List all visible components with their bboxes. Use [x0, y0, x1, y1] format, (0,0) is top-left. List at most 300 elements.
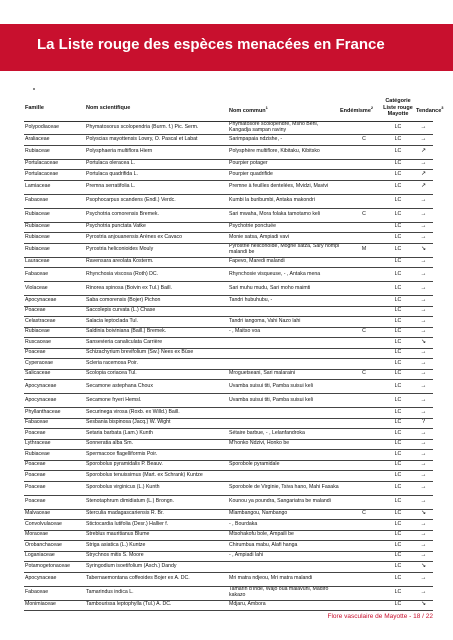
family-cell: Fabaceae [25, 197, 49, 204]
category-cell: LC [394, 183, 402, 190]
endemism-cell [342, 349, 386, 359]
table-row [24, 317, 433, 328]
family-cell: Poaceae [25, 429, 46, 436]
family-cell: Potamogetonaceae [25, 562, 70, 569]
table-row [24, 121, 433, 135]
family-cell: Fabaceae [25, 270, 49, 277]
trend-cell: → [420, 160, 427, 167]
scientific-name-cell: Psophocarpus scandens (Endl.) Verdc. [86, 197, 176, 204]
trend-cell: ↘ [420, 510, 427, 517]
table-row [24, 471, 433, 482]
common-name-cell [229, 471, 341, 481]
table-row [24, 562, 433, 573]
scientific-name-cell: Psychotria comorensis Bremek. [86, 211, 159, 218]
scientific-name-cell: Setaria barbata (Lam.) Kunth [86, 429, 153, 436]
family-cell: Ruscaceae [25, 338, 51, 345]
common-name-cell: Polysphère multiflore, Kibitaku, Kibitsko [229, 148, 320, 155]
category-cell: LC [394, 135, 402, 142]
category-cell: LC [394, 396, 402, 403]
table-row [24, 244, 433, 258]
common-name-cell: Uvamba suisui titi, Pamba suisui keli [229, 396, 313, 403]
category-cell: LC [394, 589, 402, 596]
category-cell: LC [394, 440, 402, 447]
endemism-cell: C [362, 328, 366, 335]
table-row [24, 146, 433, 160]
family-cell: Orobanchaceae [25, 541, 62, 548]
category-cell: LC [394, 258, 402, 265]
page-title: La Liste rouge des espèces menacées en France [37, 36, 385, 53]
category-cell: LC [394, 349, 402, 356]
scientific-name-cell: Sporobolus tenuissimus (Mart. ex Schrank) Kuntze [86, 471, 203, 478]
family-cell: Poaceae [25, 484, 46, 491]
scientific-name-cell: Tamarindus indica L. [86, 589, 134, 596]
scientific-name-cell: Salacia leptoclada Tul. [86, 317, 138, 324]
table-row [24, 531, 433, 542]
table-row [24, 135, 433, 146]
trend-cell: → [420, 520, 427, 527]
endemism-cell [342, 233, 386, 243]
endemism-cell [342, 440, 386, 450]
endemism-cell [342, 531, 386, 541]
table-row [24, 496, 433, 510]
family-cell: Apocynaceae [25, 382, 57, 389]
category-cell: LC [394, 484, 402, 491]
endemism-cell [342, 223, 386, 233]
family-cell: Lythraceae [25, 440, 51, 447]
endemism-cell [342, 520, 386, 530]
family-cell: Monimiaceae [25, 601, 56, 608]
scientific-name-cell: Sesbania bispinosa (Jacq.) W. Wight [86, 419, 171, 426]
header-famille: Famille [25, 105, 44, 111]
family-cell: Fabaceae [25, 589, 49, 596]
scientific-name-cell: Streblus mauritianus Blume [86, 531, 150, 538]
scientific-name-cell: Securinega virosa (Roxb. ex Willd.) Baill. [86, 408, 180, 415]
endemism-cell [342, 429, 386, 439]
category-cell: LC [394, 531, 402, 538]
common-name-cell: M'honko Ndzivi, Honko be [229, 440, 290, 447]
trend-cell: → [420, 461, 427, 468]
category-cell: LC [394, 284, 402, 291]
category-cell: LC [394, 338, 402, 345]
trend-cell: → [420, 471, 427, 478]
category-cell: LC [394, 148, 402, 155]
category-cell: LC [394, 270, 402, 277]
common-name-cell [229, 419, 341, 429]
endemism-cell [342, 601, 386, 611]
category-cell: LC [394, 520, 402, 527]
scientific-name-cell: Striga asiatica (L.) Kuntze [86, 541, 146, 548]
scientific-name-cell: Sporobolus virginicus (L.) Kunth [86, 484, 160, 491]
trend-cell: → [420, 440, 427, 447]
endemism-cell [342, 394, 386, 407]
scientific-name-cell: Saba comorensis (Bojer) Pichon [86, 296, 161, 303]
category-cell: LC [394, 601, 402, 608]
trend-cell: → [420, 317, 427, 324]
trend-cell: → [420, 349, 427, 356]
common-name-cell: Uvamba suisui titi, Pamba suisui keli [229, 382, 313, 389]
category-cell: LC [394, 233, 402, 240]
table-row [24, 510, 433, 521]
family-cell: Moraceae [25, 531, 49, 538]
category-cell: LC [394, 160, 402, 167]
family-cell: Rubiaceae [25, 246, 50, 253]
table-row [24, 482, 433, 496]
scientific-name-cell: Saldinia boiviniana (Baill.) Bremek. [86, 328, 167, 335]
scientific-name-cell: Scleria racemosa Poir. [86, 359, 138, 366]
header-tendance: Tendance$^3$ [416, 105, 444, 114]
family-cell: Poaceae [25, 461, 46, 468]
category-cell: LC [394, 408, 402, 415]
category-cell: LC [394, 461, 402, 468]
category-cell: LC [394, 296, 402, 303]
family-cell: Rubiaceae [25, 211, 50, 218]
trend-cell: ↘ [420, 338, 427, 345]
category-cell: LC [394, 246, 402, 253]
family-cell: Convolvulaceae [25, 520, 62, 527]
table-row [24, 209, 433, 223]
family-cell: Rubiaceae [25, 328, 50, 335]
endemism-cell [342, 258, 386, 268]
endemism-cell [342, 380, 386, 393]
endemism-cell: C [362, 510, 366, 517]
common-name-cell [229, 408, 341, 418]
family-cell: Rubiaceae [25, 148, 50, 155]
trend-cell: → [420, 450, 427, 457]
scientific-name-cell: Sterculia madagascariensis R. Br. [86, 510, 164, 517]
table-row [24, 370, 433, 381]
endemism-cell [342, 121, 386, 134]
family-cell: Poaceae [25, 498, 46, 505]
endemism-cell [342, 195, 386, 208]
table-row [24, 359, 433, 370]
scientific-name-cell: Rinorea spinosa (Boivin ex Tul.) Baill. [86, 284, 172, 291]
common-name-cell [229, 450, 341, 460]
common-name-cell: Sarimpapaia ndzishe, - [229, 135, 283, 142]
endemism-cell [342, 146, 386, 159]
family-cell: Rubiaceae [25, 450, 50, 457]
common-name-cell [229, 562, 341, 572]
trend-cell: → [420, 552, 427, 559]
common-name-cell: Sari mwaha, Mora folaka tamotamo keli [229, 211, 321, 218]
trend-cell: ↗ [420, 183, 427, 190]
family-cell: Lauraceae [25, 258, 50, 265]
table-row [24, 461, 433, 472]
trend-cell: → [420, 328, 427, 335]
table-row [24, 380, 433, 394]
table-row [24, 296, 433, 307]
common-name-cell: - , Bourdaka [229, 520, 258, 527]
table-row [24, 450, 433, 461]
family-cell: Rubiaceae [25, 223, 50, 230]
scientific-name-cell: Pyrostria anjouanensis Arènes ex Cavaco [86, 233, 183, 240]
category-cell: LC [394, 552, 402, 559]
common-name-cell: Mri matra ndjeou, Mri matra malandi [229, 575, 313, 582]
category-cell: LC [394, 498, 402, 505]
category-cell: LC [394, 575, 402, 582]
table-row [24, 394, 433, 408]
family-cell: Apocynaceae [25, 396, 57, 403]
endemism-cell [342, 552, 386, 562]
scientific-name-cell: Tambourissa leptophylla (Tul.) A. DC. [86, 601, 172, 608]
trend-cell: → [420, 223, 427, 230]
endemism-cell: C [362, 211, 366, 218]
table-header [24, 97, 444, 122]
endemism-cell: C [362, 370, 366, 377]
scientific-name-cell: Strychnos mitis S. Moore [86, 552, 144, 559]
table-row [24, 223, 433, 234]
endemism-cell [342, 181, 386, 194]
category-cell: LC [394, 359, 402, 366]
table-row [24, 338, 433, 349]
common-name-cell [229, 349, 341, 359]
trend-cell: → [420, 270, 427, 277]
trend-cell: → [420, 370, 427, 377]
family-cell: Celastraceae [25, 317, 56, 324]
endemism-cell [342, 587, 386, 600]
common-name-cell [229, 338, 341, 348]
trend-cell: → [420, 484, 427, 491]
trend-cell: ↘ [420, 246, 427, 253]
scientific-name-cell: Psychotria punctata Vatke [86, 223, 146, 230]
page-footer: Flore vasculaire de Mayotte - 18 / 22 [327, 613, 433, 620]
table-row [24, 160, 433, 171]
trend-cell: → [420, 382, 427, 389]
table-row [24, 195, 433, 209]
common-name-cell [229, 307, 341, 317]
table-row [24, 429, 433, 440]
family-cell: Araliaceae [25, 135, 50, 142]
common-name-cell: Phymatosore scolopendre, Msho Béni, Kangadja sampan raviny [229, 121, 319, 133]
family-cell: Apocynaceae [25, 575, 57, 582]
scientific-name-cell: Sporobolus pyramidalis P. Beauv. [86, 461, 163, 468]
category-cell: LC [394, 170, 402, 177]
scientific-name-cell: Tabernaemontana coffeoides Bojer ex A. DC. [86, 575, 190, 582]
category-cell: LC [394, 562, 402, 569]
common-name-cell: Sporobole de Virginie, Tsiva hano, Mahi Fasaka [229, 484, 339, 491]
trend-cell: ↗ [420, 170, 427, 177]
scientific-name-cell: Spermacoce flagelliformis Poir. [86, 450, 158, 457]
family-cell: Salicaceae [25, 370, 51, 377]
scientific-name-cell: Portulaca oleracea L. [86, 160, 136, 167]
trend-cell: → [420, 408, 427, 415]
species-table [24, 121, 433, 611]
endemism-cell [342, 296, 386, 306]
header-nom-scientifique: Nom scientifique [86, 105, 131, 111]
family-cell: Poaceae [25, 307, 46, 314]
endemism-cell [342, 450, 386, 460]
common-name-cell: Tamarin d'Inde, Wajo oua malavuni, Madiro kakazo [229, 586, 329, 598]
common-name-cell: Chirumbua mabu, Alafi hanga [229, 541, 298, 548]
header-nom-commun: Nom commun$^1$ [229, 105, 268, 114]
trend-cell: → [420, 296, 427, 303]
trend-cell: → [420, 429, 427, 436]
category-cell: LC [394, 382, 402, 389]
endemism-cell [342, 408, 386, 418]
category-cell: LC [394, 317, 402, 324]
trend-cell: → [420, 233, 427, 240]
scientific-name-cell: Stictocardia lutifolia (Desr.) Hallier f. [86, 520, 169, 527]
category-cell: LC [394, 307, 402, 314]
trend-cell: → [420, 589, 427, 596]
endemism-cell: M [361, 246, 367, 253]
family-cell: Lamiaceae [25, 183, 51, 190]
scientific-name-cell: Scolopia coriacea Tul. [86, 370, 137, 377]
scientific-name-cell: Pyrostria heliconioides Mouly [86, 246, 154, 253]
common-name-cell: Mdjaru, Ambora [229, 601, 266, 608]
trend-cell: → [420, 307, 427, 314]
endemism-cell [342, 317, 386, 327]
common-name-cell: Sporobole pyramidale [229, 461, 280, 468]
endemism-cell: C [362, 135, 366, 142]
endemism-cell [342, 419, 386, 429]
common-name-cell: Pyrostrie héliconoïde, Mogne satza, Sary hompi malandi be [229, 243, 340, 255]
table-row [24, 419, 433, 430]
endemism-cell [342, 573, 386, 586]
common-name-cell: Kounou ya poundra, Sangariatra be malandi [229, 498, 331, 505]
common-name-cell: - , Maitso voa [229, 328, 261, 335]
scientific-name-cell: Portulaca quadrifida L. [86, 170, 138, 177]
table-row [24, 328, 433, 339]
table-row [24, 307, 433, 318]
table-row [24, 258, 433, 269]
endemism-cell [342, 562, 386, 572]
category-cell: LC [394, 211, 402, 218]
table-row [24, 282, 433, 296]
common-name-cell: - , Ampiadi lahi [229, 552, 264, 559]
family-cell: Loganiaceae [25, 552, 55, 559]
common-name-cell: Fapevo, Maredi malandi [229, 258, 285, 265]
category-cell: LC [394, 541, 402, 548]
common-name-cell: Pourpier potager [229, 160, 268, 167]
endemism-cell [342, 461, 386, 471]
family-cell: Fabaceae [25, 419, 49, 426]
table-row [24, 349, 433, 360]
endemism-cell [342, 359, 386, 369]
trend-cell: → [420, 531, 427, 538]
category-cell: LC [394, 328, 402, 335]
common-name-cell: Tandri iangoma, Vahi Nazo lahi [229, 317, 301, 324]
family-cell: Polypodiaceae [25, 123, 60, 130]
scientific-name-cell: Polysphaeria multiflora Hiern [86, 148, 153, 155]
category-cell: LC [394, 471, 402, 478]
endemism-cell [342, 541, 386, 551]
category-cell: LC [394, 123, 402, 130]
category-cell: LC [394, 197, 402, 204]
trend-cell: → [420, 498, 427, 505]
table-row [24, 181, 433, 195]
common-name-cell: Monie satsa, Ampiadi vavi [229, 233, 289, 240]
header-categorie: Catégorie Liste rouge Mayotte [383, 98, 413, 117]
trend-cell: ↘ [420, 601, 427, 608]
separator-dot [33, 88, 35, 90]
trend-cell: → [420, 396, 427, 403]
endemism-cell [342, 471, 386, 481]
trend-cell: ? [421, 419, 426, 426]
title-banner [0, 24, 453, 71]
family-cell: Cyperaceae [25, 359, 53, 366]
common-name-cell: Kumbi la buribumbi, Antaka makondri [229, 197, 315, 204]
common-name-cell: Sétaire barbue, - , Lelanfandroka [229, 429, 305, 436]
table-row [24, 520, 433, 531]
table-row [24, 601, 433, 612]
family-cell: Poaceae [25, 471, 46, 478]
category-cell: LC [394, 450, 402, 457]
trend-cell: → [420, 284, 427, 291]
trend-cell: → [420, 258, 427, 265]
family-cell: Violaceae [25, 284, 48, 291]
scientific-name-cell: Polyscias mayottensis Lowry, O. Pascal et Labat [86, 135, 198, 142]
scientific-name-cell: Syringodium isoetifolium (Asch.) Dandy [86, 562, 177, 569]
table-row [24, 587, 433, 601]
common-name-cell: Mtsohakofu bole, Ampaili be [229, 531, 294, 538]
trend-cell: → [420, 359, 427, 366]
scientific-name-cell: Sonneratia alba Sm. [86, 440, 134, 447]
endemism-cell [342, 482, 386, 495]
family-cell: Rubiaceae [25, 233, 50, 240]
scientific-name-cell: Premna serratifolia L. [86, 183, 136, 190]
endemism-cell [342, 307, 386, 317]
scientific-name-cell: Rhynchosia viscosa (Roth) DC. [86, 270, 159, 277]
trend-cell: ↗ [420, 148, 427, 155]
trend-cell: → [420, 575, 427, 582]
common-name-cell: Sari muhu mudu, Sari moho maimti [229, 284, 311, 291]
trend-cell: → [420, 197, 427, 204]
table-row [24, 440, 433, 451]
family-cell: Poaceae [25, 349, 46, 356]
header-endemisme: Endémisme$^2$ [340, 105, 374, 114]
table-row [24, 170, 433, 181]
scientific-name-cell: Sansevieria canaliculata Carrière [86, 338, 163, 345]
category-cell: LC [394, 223, 402, 230]
common-name-cell: Mlambangou, Nambango [229, 510, 288, 517]
common-name-cell: Mroguetseani, Sari malaraini [229, 370, 296, 377]
category-cell: LC [394, 429, 402, 436]
common-name-cell: Tandri hubuhubu, - [229, 296, 273, 303]
table-row [24, 233, 433, 244]
family-cell: Portulacaceae [25, 170, 59, 177]
trend-cell: ↘ [420, 562, 427, 569]
table-row [24, 552, 433, 563]
category-cell: LC [394, 510, 402, 517]
scientific-name-cell: Phymatosorus scolopendria (Burm. f.) Pic. Serm. [86, 123, 199, 130]
table-row [24, 573, 433, 587]
common-name-cell [229, 359, 341, 369]
category-cell: LC [394, 370, 402, 377]
common-name-cell: Pourpier quadrifide [229, 170, 273, 177]
scientific-name-cell: Schizachyrium brevifolium (Sw.) Nees ex Büse [86, 349, 194, 356]
family-cell: Portulacaceae [25, 160, 59, 167]
scientific-name-cell: Saccolepis curvata (L.) Chase [86, 307, 156, 314]
common-name-cell: Rhynchosie visqueuse, - , Antaka mena [229, 270, 321, 277]
scientific-name-cell: Secamone fryeri Hemsl. [86, 396, 142, 403]
endemism-cell [342, 282, 386, 295]
family-cell: Apocynaceae [25, 296, 57, 303]
endemism-cell [342, 160, 386, 170]
endemism-cell [342, 338, 386, 348]
table-row [24, 268, 433, 282]
table-row [24, 541, 433, 552]
common-name-cell: Psychotrie ponctuée [229, 223, 277, 230]
table-row [24, 408, 433, 419]
trend-cell: → [420, 211, 427, 218]
endemism-cell [342, 170, 386, 180]
category-cell: LC [394, 419, 402, 426]
endemism-cell [342, 496, 386, 509]
trend-cell: → [420, 541, 427, 548]
scientific-name-cell: Stenotaphrum dimidiatum (L.) Brongn. [86, 498, 174, 505]
endemism-cell [342, 268, 386, 281]
trend-cell: → [420, 123, 427, 130]
